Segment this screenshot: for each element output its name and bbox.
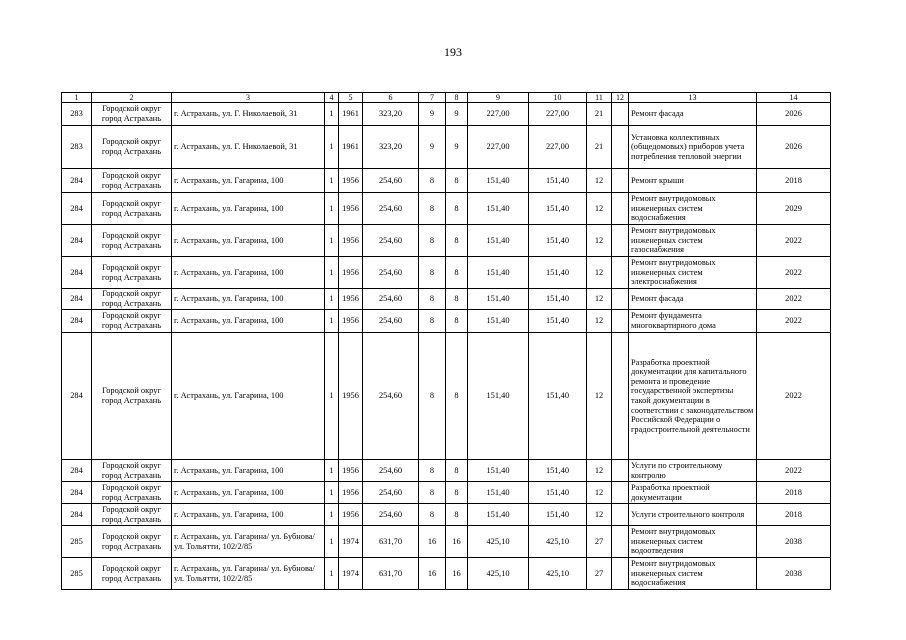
col8-value-cell: 9 (446, 126, 468, 169)
col12-value-cell (612, 460, 629, 482)
col7-value-cell: 8 (419, 310, 446, 333)
row-number-cell: 284 (62, 310, 92, 333)
year-built-cell: 1956 (339, 193, 363, 225)
planned-year-cell: 2022 (757, 460, 831, 482)
col12-value-cell (612, 257, 629, 289)
col10-area-cell: 151,40 (529, 169, 587, 193)
residents-count-cell: 12 (587, 333, 612, 460)
col4-value-cell: 1 (325, 126, 339, 169)
col12-value-cell (612, 333, 629, 460)
year-built-cell: 1956 (339, 482, 363, 504)
col7-value-cell: 16 (419, 526, 446, 558)
planned-year-cell: 2026 (757, 103, 831, 126)
col9-area-cell: 425,10 (468, 558, 529, 590)
col4-value-cell: 1 (325, 310, 339, 333)
table-row (62, 169, 831, 193)
col12-value-cell (612, 225, 629, 257)
table-row (62, 289, 831, 310)
residents-count-cell: 21 (587, 103, 612, 126)
work-type-cell: Ремонт внутридомовых инженерных систем электроснабжения (629, 257, 757, 289)
address-cell: г. Астрахань, ул. Гагарина, 100 (172, 504, 325, 526)
col7-value-cell: 16 (419, 558, 446, 590)
total-area-cell: 631,70 (363, 558, 419, 590)
row-number-cell: 284 (62, 257, 92, 289)
col12-value-cell (612, 504, 629, 526)
total-area-cell: 254,60 (363, 257, 419, 289)
planned-year-cell: 2022 (757, 333, 831, 460)
col4-value-cell: 1 (325, 460, 339, 482)
col7-value-cell: 8 (419, 482, 446, 504)
planned-year-cell: 2022 (757, 289, 831, 310)
address-cell: г. Астрахань, ул. Г. Николаевой, 31 (172, 126, 325, 169)
col9-area-cell: 151,40 (468, 289, 529, 310)
planned-year-cell: 2029 (757, 193, 831, 225)
address-cell: г. Астрахань, ул. Гагарина, 100 (172, 289, 325, 310)
total-area-cell: 254,60 (363, 225, 419, 257)
address-cell: г. Астрахань, ул. Гагарина, 100 (172, 169, 325, 193)
work-type-cell: Ремонт внутридомовых инженерных систем водоснабжения (629, 193, 757, 225)
column-number-cell: 12 (612, 93, 629, 103)
col10-area-cell: 151,40 (529, 310, 587, 333)
row-number-cell: 283 (62, 103, 92, 126)
address-cell: г. Астрахань, ул. Г. Николаевой, 31 (172, 103, 325, 126)
column-number-cell: 6 (363, 93, 419, 103)
municipality-cell: Городской округ город Астрахань (92, 225, 172, 257)
work-type-cell: Ремонт крыши (629, 169, 757, 193)
row-number-cell: 284 (62, 169, 92, 193)
residents-count-cell: 12 (587, 310, 612, 333)
col8-value-cell: 8 (446, 193, 468, 225)
col7-value-cell: 8 (419, 333, 446, 460)
column-number-cell: 13 (629, 93, 757, 103)
col9-area-cell: 151,40 (468, 482, 529, 504)
address-cell: г. Астрахань, ул. Гагарина, 100 (172, 333, 325, 460)
planned-year-cell: 2018 (757, 504, 831, 526)
col4-value-cell: 1 (325, 289, 339, 310)
col12-value-cell (612, 169, 629, 193)
municipality-cell: Городской округ город Астрахань (92, 310, 172, 333)
work-type-cell: Ремонт фундамента многоквартирного дома (629, 310, 757, 333)
column-number-cell: 8 (446, 93, 468, 103)
residents-count-cell: 12 (587, 193, 612, 225)
work-type-cell: Установка коллективных (общедомовых) приборов учета потребления тепловой энергии (629, 126, 757, 169)
col10-area-cell: 151,40 (529, 225, 587, 257)
col7-value-cell: 8 (419, 257, 446, 289)
total-area-cell: 323,20 (363, 126, 419, 169)
address-cell: г. Астрахань, ул. Гагарина, 100 (172, 225, 325, 257)
work-type-cell: Разработка проектной документации для капитального ремонта и проведение государственной экспертизы такой документации в соответствии с законодательством Российской Федерации о градостроительной деятельности (629, 333, 757, 460)
col10-area-cell: 151,40 (529, 460, 587, 482)
col12-value-cell (612, 126, 629, 169)
col7-value-cell: 8 (419, 460, 446, 482)
work-type-cell: Услуги по строительному контролю (629, 460, 757, 482)
row-number-cell: 284 (62, 193, 92, 225)
col9-area-cell: 151,40 (468, 169, 529, 193)
col8-value-cell: 8 (446, 257, 468, 289)
col9-area-cell: 227,00 (468, 126, 529, 169)
col8-value-cell: 9 (446, 103, 468, 126)
col9-area-cell: 151,40 (468, 193, 529, 225)
col8-value-cell: 8 (446, 460, 468, 482)
table-row (62, 103, 831, 126)
col7-value-cell: 8 (419, 193, 446, 225)
residents-count-cell: 12 (587, 225, 612, 257)
col4-value-cell: 1 (325, 558, 339, 590)
address-cell: г. Астрахань, ул. Гагарина, 100 (172, 257, 325, 289)
municipality-cell: Городской округ город Астрахань (92, 333, 172, 460)
municipality-cell: Городской округ город Астрахань (92, 526, 172, 558)
col8-value-cell: 16 (446, 558, 468, 590)
column-number-cell: 5 (339, 93, 363, 103)
col10-area-cell: 151,40 (529, 482, 587, 504)
col4-value-cell: 1 (325, 504, 339, 526)
municipality-cell: Городской округ город Астрахань (92, 504, 172, 526)
row-number-cell: 284 (62, 333, 92, 460)
row-number-cell: 284 (62, 504, 92, 526)
address-cell: г. Астрахань, ул. Гагарина, 100 (172, 482, 325, 504)
address-cell: г. Астрахань, ул. Гагарина, 100 (172, 310, 325, 333)
residents-count-cell: 12 (587, 504, 612, 526)
planned-year-cell: 2022 (757, 257, 831, 289)
year-built-cell: 1961 (339, 103, 363, 126)
col12-value-cell (612, 310, 629, 333)
row-number-cell: 284 (62, 225, 92, 257)
col7-value-cell: 8 (419, 169, 446, 193)
municipality-cell: Городской округ город Астрахань (92, 103, 172, 126)
col4-value-cell: 1 (325, 169, 339, 193)
year-built-cell: 1974 (339, 558, 363, 590)
table-row (62, 504, 831, 526)
table-row (62, 126, 831, 169)
column-number-cell: 9 (468, 93, 529, 103)
col7-value-cell: 8 (419, 289, 446, 310)
work-type-cell: Ремонт внутридомовых инженерных систем водоснабжения (629, 558, 757, 590)
table-row (62, 225, 831, 257)
year-built-cell: 1956 (339, 504, 363, 526)
col12-value-cell (612, 482, 629, 504)
residents-count-cell: 12 (587, 460, 612, 482)
col8-value-cell: 16 (446, 526, 468, 558)
col8-value-cell: 8 (446, 504, 468, 526)
row-number-cell: 285 (62, 558, 92, 590)
col9-area-cell: 151,40 (468, 225, 529, 257)
total-area-cell: 254,60 (363, 289, 419, 310)
year-built-cell: 1956 (339, 460, 363, 482)
total-area-cell: 254,60 (363, 460, 419, 482)
col12-value-cell (612, 289, 629, 310)
col12-value-cell (612, 193, 629, 225)
row-number-cell: 285 (62, 526, 92, 558)
column-number-cell: 10 (529, 93, 587, 103)
planned-year-cell: 2026 (757, 126, 831, 169)
col8-value-cell: 8 (446, 482, 468, 504)
col9-area-cell: 151,40 (468, 257, 529, 289)
municipality-cell: Городской округ город Астрахань (92, 193, 172, 225)
table-row (62, 526, 831, 558)
planned-year-cell: 2022 (757, 310, 831, 333)
col9-area-cell: 151,40 (468, 460, 529, 482)
page-number: 193 (444, 45, 462, 59)
col10-area-cell: 151,40 (529, 257, 587, 289)
row-number-cell: 283 (62, 126, 92, 169)
table-row (62, 333, 831, 460)
col7-value-cell: 8 (419, 225, 446, 257)
planned-year-cell: 2018 (757, 169, 831, 193)
total-area-cell: 254,60 (363, 193, 419, 225)
col8-value-cell: 8 (446, 310, 468, 333)
work-type-cell: Разработка проектной документации (629, 482, 757, 504)
col10-area-cell: 151,40 (529, 504, 587, 526)
residents-count-cell: 27 (587, 526, 612, 558)
col10-area-cell: 151,40 (529, 289, 587, 310)
col7-value-cell: 9 (419, 103, 446, 126)
col8-value-cell: 8 (446, 289, 468, 310)
municipality-cell: Городской округ город Астрахань (92, 169, 172, 193)
total-area-cell: 631,70 (363, 526, 419, 558)
residents-count-cell: 21 (587, 126, 612, 169)
year-built-cell: 1974 (339, 526, 363, 558)
col8-value-cell: 8 (446, 169, 468, 193)
residents-count-cell: 12 (587, 257, 612, 289)
column-number-row (62, 93, 831, 103)
table-row (62, 482, 831, 504)
year-built-cell: 1956 (339, 310, 363, 333)
column-number-cell: 11 (587, 93, 612, 103)
col4-value-cell: 1 (325, 526, 339, 558)
work-type-cell: Ремонт фасада (629, 289, 757, 310)
col7-value-cell: 9 (419, 126, 446, 169)
year-built-cell: 1956 (339, 257, 363, 289)
col7-value-cell: 8 (419, 504, 446, 526)
planned-year-cell: 2038 (757, 558, 831, 590)
col4-value-cell: 1 (325, 103, 339, 126)
residents-count-cell: 12 (587, 289, 612, 310)
work-type-cell: Ремонт фасада (629, 103, 757, 126)
municipality-cell: Городской округ город Астрахань (92, 289, 172, 310)
address-cell: г. Астрахань, ул. Гагарина/ ул. Бубнова/ ул. Тольятти, 102/2/85 (172, 558, 325, 590)
work-type-cell: Услуги строительного контроля (629, 504, 757, 526)
year-built-cell: 1961 (339, 126, 363, 169)
total-area-cell: 254,60 (363, 310, 419, 333)
col4-value-cell: 1 (325, 482, 339, 504)
table-row (62, 310, 831, 333)
col4-value-cell: 1 (325, 225, 339, 257)
year-built-cell: 1956 (339, 225, 363, 257)
total-area-cell: 254,60 (363, 169, 419, 193)
column-number-cell: 4 (325, 93, 339, 103)
column-number-cell: 2 (92, 93, 172, 103)
year-built-cell: 1956 (339, 289, 363, 310)
year-built-cell: 1956 (339, 169, 363, 193)
col4-value-cell: 1 (325, 257, 339, 289)
table-row (62, 558, 831, 590)
municipality-cell: Городской округ город Астрахань (92, 460, 172, 482)
col10-area-cell: 227,00 (529, 103, 587, 126)
table-row (62, 257, 831, 289)
total-area-cell: 254,60 (363, 333, 419, 460)
col9-area-cell: 425,10 (468, 526, 529, 558)
work-type-cell: Ремонт внутридомовых инженерных систем водоотведения (629, 526, 757, 558)
col12-value-cell (612, 103, 629, 126)
col4-value-cell: 1 (325, 193, 339, 225)
capital-repair-table (61, 92, 831, 590)
municipality-cell: Городской округ город Астрахань (92, 126, 172, 169)
table-row (62, 193, 831, 225)
col10-area-cell: 151,40 (529, 333, 587, 460)
planned-year-cell: 2038 (757, 526, 831, 558)
planned-year-cell: 2018 (757, 482, 831, 504)
col12-value-cell (612, 526, 629, 558)
column-number-cell: 7 (419, 93, 446, 103)
residents-count-cell: 12 (587, 169, 612, 193)
row-number-cell: 284 (62, 289, 92, 310)
col10-area-cell: 151,40 (529, 193, 587, 225)
address-cell: г. Астрахань, ул. Гагарина, 100 (172, 460, 325, 482)
planned-year-cell: 2022 (757, 225, 831, 257)
col9-area-cell: 151,40 (468, 310, 529, 333)
column-number-cell: 3 (172, 93, 325, 103)
table-row (62, 460, 831, 482)
row-number-cell: 284 (62, 460, 92, 482)
col9-area-cell: 227,00 (468, 103, 529, 126)
address-cell: г. Астрахань, ул. Гагарина, 100 (172, 193, 325, 225)
residents-count-cell: 12 (587, 482, 612, 504)
col12-value-cell (612, 558, 629, 590)
row-number-cell: 284 (62, 482, 92, 504)
municipality-cell: Городской округ город Астрахань (92, 482, 172, 504)
column-number-cell: 14 (757, 93, 831, 103)
address-cell: г. Астрахань, ул. Гагарина/ ул. Бубнова/ ул. Тольятти, 102/2/85 (172, 526, 325, 558)
total-area-cell: 254,60 (363, 482, 419, 504)
year-built-cell: 1956 (339, 333, 363, 460)
column-number-cell: 1 (62, 93, 92, 103)
municipality-cell: Городской округ город Астрахань (92, 558, 172, 590)
col10-area-cell: 227,00 (529, 126, 587, 169)
col9-area-cell: 151,40 (468, 504, 529, 526)
col8-value-cell: 8 (446, 333, 468, 460)
total-area-cell: 323,20 (363, 103, 419, 126)
col4-value-cell: 1 (325, 333, 339, 460)
col10-area-cell: 425,10 (529, 558, 587, 590)
col10-area-cell: 425,10 (529, 526, 587, 558)
residents-count-cell: 27 (587, 558, 612, 590)
col8-value-cell: 8 (446, 225, 468, 257)
total-area-cell: 254,60 (363, 504, 419, 526)
municipality-cell: Городской округ город Астрахань (92, 257, 172, 289)
work-type-cell: Ремонт внутридомовых инженерных систем газоснабжения (629, 225, 757, 257)
col9-area-cell: 151,40 (468, 333, 529, 460)
